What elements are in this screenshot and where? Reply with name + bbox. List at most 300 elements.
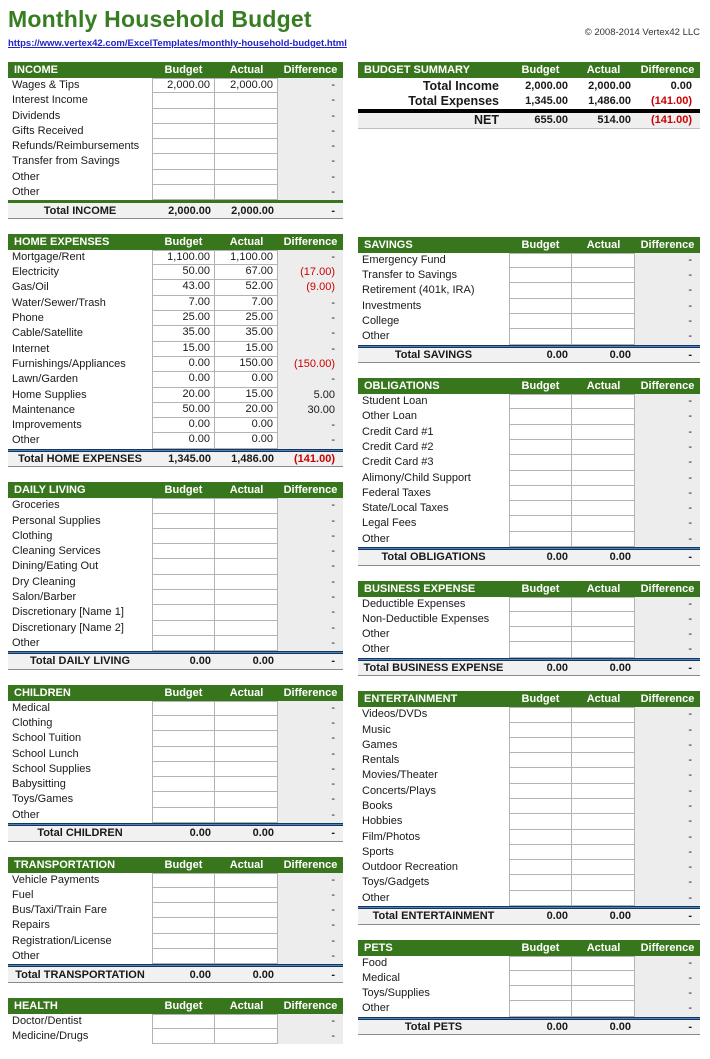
budget-cell[interactable] <box>152 934 215 949</box>
difference-cell: - <box>635 455 700 470</box>
section-header <box>358 691 700 707</box>
difference-column-header: Difference <box>640 582 695 595</box>
actual-cell[interactable] <box>572 799 635 814</box>
actual-cell[interactable] <box>215 731 278 746</box>
net-difference-value: (141.00) <box>651 114 692 127</box>
budget-cell[interactable]: 2,000.00 <box>152 78 215 93</box>
budget-cell[interactable]: 0.00 <box>152 433 215 448</box>
budget-cell[interactable] <box>152 514 215 529</box>
difference-cell: - <box>635 845 700 860</box>
section-income <box>8 62 343 219</box>
actual-cell[interactable] <box>572 516 635 531</box>
difference-cell: - <box>278 605 343 620</box>
row-label: Groceries <box>12 499 60 512</box>
difference-cell: - <box>278 544 343 559</box>
section-business-expense <box>358 581 700 677</box>
budget-cell[interactable] <box>509 253 572 268</box>
budget-cell[interactable]: 1,100.00 <box>152 250 215 265</box>
budget-cell[interactable] <box>152 701 215 716</box>
budget-cell[interactable] <box>152 731 215 746</box>
actual-cell[interactable] <box>572 532 635 547</box>
actual-cell[interactable] <box>215 934 278 949</box>
actual-cell[interactable] <box>572 830 635 845</box>
difference-cell: - <box>278 296 343 311</box>
actual-cell[interactable] <box>215 605 278 620</box>
budget-cell[interactable] <box>152 93 215 108</box>
actual-cell[interactable]: 1,100.00 <box>215 250 278 265</box>
actual-cell[interactable] <box>572 612 635 627</box>
budget-column-header: Budget <box>521 941 560 954</box>
actual-cell[interactable] <box>215 1029 278 1044</box>
budget-cell[interactable] <box>509 768 572 783</box>
budget-cell[interactable] <box>152 559 215 574</box>
actual-column-header: Actual <box>229 999 264 1012</box>
budget-cell[interactable] <box>509 612 572 627</box>
total-actual-value: 0.00 <box>252 968 274 981</box>
section-title: BUSINESS EXPENSE <box>364 582 476 595</box>
difference-cell: 5.00 <box>278 388 343 403</box>
actual-cell[interactable] <box>215 918 278 933</box>
actual-cell[interactable]: 52.00 <box>215 280 278 295</box>
budget-cell[interactable] <box>152 154 215 169</box>
difference-cell: - <box>278 326 343 341</box>
total-budget-value: 0.00 <box>546 348 568 361</box>
actual-cell[interactable] <box>215 154 278 169</box>
table-row <box>8 311 343 326</box>
actual-cell[interactable] <box>572 597 635 612</box>
table-row <box>358 738 700 753</box>
total-label: Total CHILDREN <box>37 827 123 840</box>
actual-cell[interactable] <box>572 425 635 440</box>
budget-cell[interactable] <box>509 329 572 344</box>
table-row <box>358 597 700 612</box>
difference-cell: - <box>635 314 700 329</box>
budget-cell[interactable] <box>152 716 215 731</box>
actual-cell[interactable] <box>215 701 278 716</box>
actual-cell[interactable] <box>572 314 635 329</box>
budget-cell[interactable] <box>509 642 572 657</box>
row-label: Investments <box>362 299 422 312</box>
budget-cell[interactable] <box>509 532 572 547</box>
actual-cell[interactable] <box>572 753 635 768</box>
budget-cell[interactable] <box>509 971 572 986</box>
row-label: Refunds/Reimbursements <box>12 140 140 153</box>
budget-cell[interactable] <box>152 636 215 651</box>
section-transportation <box>8 857 343 983</box>
difference-cell: - <box>635 986 700 1001</box>
actual-cell[interactable] <box>572 814 635 829</box>
budget-cell[interactable] <box>509 784 572 799</box>
budget-cell[interactable]: 35.00 <box>152 326 215 341</box>
budget-cell[interactable] <box>509 597 572 612</box>
actual-cell[interactable] <box>215 777 278 792</box>
actual-cell[interactable] <box>215 544 278 559</box>
difference-column-header: Difference <box>640 380 695 393</box>
budget-cell[interactable] <box>509 268 572 283</box>
difference-column-header: Difference <box>283 64 338 76</box>
budget-cell[interactable] <box>509 799 572 814</box>
section-title: PETS <box>364 941 393 954</box>
actual-cell[interactable] <box>215 559 278 574</box>
difference-cell: - <box>635 707 700 722</box>
total-budget-value: 0.00 <box>546 551 568 564</box>
actual-column-header: Actual <box>586 64 621 76</box>
budget-cell[interactable] <box>152 918 215 933</box>
actual-column-header: Actual <box>586 380 621 393</box>
section-total-row <box>8 203 343 219</box>
table-row <box>358 409 700 424</box>
row-label: Other <box>12 170 40 183</box>
actual-cell[interactable] <box>572 627 635 642</box>
budget-cell[interactable] <box>509 860 572 875</box>
budget-cell[interactable] <box>152 575 215 590</box>
table-row <box>8 357 343 372</box>
actual-cell[interactable] <box>215 139 278 154</box>
budget-cell[interactable] <box>509 440 572 455</box>
difference-cell: - <box>278 575 343 590</box>
table-row <box>8 124 343 139</box>
table-row <box>358 425 700 440</box>
actual-cell[interactable] <box>572 956 635 971</box>
budget-cell[interactable] <box>152 792 215 807</box>
summary-net-row <box>358 113 700 129</box>
table-row <box>8 433 343 448</box>
section-obligations <box>358 378 700 565</box>
difference-cell: - <box>278 590 343 605</box>
table-row <box>8 1029 343 1044</box>
actual-cell[interactable] <box>572 299 635 314</box>
budget-cell[interactable] <box>152 903 215 918</box>
actual-cell[interactable] <box>572 784 635 799</box>
total-label: Total ENTERTAINMENT <box>372 910 495 923</box>
budget-cell[interactable] <box>152 1029 215 1044</box>
table-row <box>8 93 343 108</box>
budget-cell[interactable] <box>152 544 215 559</box>
actual-cell[interactable] <box>572 471 635 486</box>
table-row <box>8 590 343 605</box>
row-label: Emergency Fund <box>362 253 446 266</box>
actual-cell[interactable]: 0.00 <box>215 372 278 387</box>
budget-cell[interactable] <box>509 723 572 738</box>
budget-cell[interactable]: 25.00 <box>152 311 215 326</box>
budget-cell[interactable] <box>152 777 215 792</box>
actual-cell[interactable] <box>572 394 635 409</box>
budget-cell[interactable] <box>509 986 572 1001</box>
difference-cell: - <box>278 372 343 387</box>
budget-cell[interactable]: 0.00 <box>152 357 215 372</box>
difference-cell: - <box>635 753 700 768</box>
actual-cell[interactable] <box>215 498 278 513</box>
actual-cell[interactable] <box>215 762 278 777</box>
actual-cell[interactable] <box>215 747 278 762</box>
difference-cell: - <box>278 559 343 574</box>
difference-cell: - <box>278 918 343 933</box>
budget-cell[interactable] <box>509 1001 572 1016</box>
actual-cell[interactable]: 20.00 <box>215 403 278 418</box>
table-row <box>358 814 700 829</box>
row-label: Other <box>12 808 40 821</box>
row-label: Electricity <box>12 266 60 279</box>
actual-column-header: Actual <box>229 64 264 76</box>
row-label: Other <box>362 643 390 656</box>
budget-cell[interactable] <box>152 170 215 185</box>
budget-cell[interactable] <box>509 394 572 409</box>
table-row <box>358 253 700 268</box>
table-row <box>358 299 700 314</box>
row-label: Other <box>362 330 390 343</box>
actual-cell[interactable] <box>215 185 278 200</box>
row-label: Film/Photos <box>362 830 421 843</box>
row-label: Cable/Satellite <box>12 327 83 340</box>
row-label: Books <box>362 800 393 812</box>
difference-cell: - <box>635 268 700 283</box>
budget-cell[interactable]: 0.00 <box>152 372 215 387</box>
actual-cell[interactable] <box>215 621 278 636</box>
actual-cell[interactable]: 67.00 <box>215 265 278 280</box>
page-title: Monthly Household Budget <box>8 6 312 32</box>
budget-cell[interactable] <box>509 627 572 642</box>
actual-cell[interactable] <box>572 283 635 298</box>
actual-cell[interactable] <box>215 949 278 964</box>
total-label: Total TRANSPORTATION <box>15 968 145 981</box>
actual-cell[interactable] <box>572 860 635 875</box>
actual-cell[interactable] <box>215 1014 278 1029</box>
actual-cell[interactable]: 0.00 <box>215 418 278 433</box>
actual-cell[interactable]: 25.00 <box>215 311 278 326</box>
section-pets <box>358 940 700 1036</box>
difference-cell: - <box>278 716 343 731</box>
budget-cell[interactable] <box>152 621 215 636</box>
actual-cell[interactable] <box>215 808 278 823</box>
budget-cell[interactable] <box>509 455 572 470</box>
budget-cell[interactable]: 15.00 <box>152 342 215 357</box>
actual-cell[interactable]: 15.00 <box>215 342 278 357</box>
difference-cell: - <box>635 516 700 531</box>
actual-cell[interactable] <box>572 891 635 906</box>
actual-cell[interactable] <box>215 590 278 605</box>
actual-cell[interactable] <box>572 642 635 657</box>
table-row <box>8 792 343 807</box>
difference-cell: - <box>278 777 343 792</box>
table-row <box>358 314 700 329</box>
section-header <box>8 685 343 701</box>
budget-cell[interactable] <box>509 409 572 424</box>
budget-cell[interactable]: 50.00 <box>152 265 215 280</box>
table-row <box>8 934 343 949</box>
budget-cell[interactable] <box>509 753 572 768</box>
budget-cell[interactable] <box>509 845 572 860</box>
section-header <box>358 378 700 394</box>
budget-cell[interactable] <box>152 109 215 124</box>
row-label: Discretionary [Name 2] <box>12 621 124 634</box>
budget-column-header: Budget <box>521 238 560 251</box>
section-title: DAILY LIVING <box>14 484 86 497</box>
difference-cell: - <box>635 501 700 516</box>
budget-cell[interactable] <box>152 747 215 762</box>
budget-cell[interactable]: 43.00 <box>152 280 215 295</box>
budget-cell[interactable] <box>509 891 572 906</box>
budget-cell[interactable] <box>509 516 572 531</box>
actual-cell[interactable] <box>215 93 278 108</box>
section-total-row <box>8 654 343 670</box>
budget-cell[interactable] <box>152 605 215 620</box>
budget-column-header: Budget <box>164 858 203 871</box>
table-row <box>8 403 343 418</box>
actual-cell[interactable]: 0.00 <box>215 433 278 448</box>
table-row <box>358 891 700 906</box>
actual-cell[interactable] <box>572 875 635 890</box>
row-label: Transfer from Savings <box>12 155 120 168</box>
row-label: Lawn/Garden <box>12 373 79 386</box>
difference-cell: - <box>635 642 700 657</box>
difference-cell: - <box>278 250 343 265</box>
total-difference-value: - <box>688 1021 692 1034</box>
actual-cell[interactable] <box>215 888 278 903</box>
row-label: Non-Deductible Expenses <box>362 612 490 625</box>
budget-cell[interactable] <box>509 707 572 722</box>
actual-cell[interactable] <box>215 716 278 731</box>
budget-cell[interactable] <box>509 425 572 440</box>
section-title: SAVINGS <box>364 238 413 251</box>
actual-cell[interactable] <box>572 501 635 516</box>
row-label: Concerts/Plays <box>362 784 436 797</box>
difference-cell: - <box>278 498 343 513</box>
difference-cell: - <box>278 514 343 529</box>
table-row <box>8 949 343 964</box>
actual-cell[interactable] <box>215 109 278 124</box>
budget-cell[interactable] <box>152 762 215 777</box>
table-row <box>8 918 343 933</box>
section-header <box>358 940 700 956</box>
actual-cell[interactable] <box>572 768 635 783</box>
actual-cell[interactable] <box>572 845 635 860</box>
actual-cell[interactable] <box>215 124 278 139</box>
table-row <box>8 605 343 620</box>
budget-cell[interactable] <box>152 1014 215 1029</box>
actual-cell[interactable]: 15.00 <box>215 388 278 403</box>
actual-cell[interactable] <box>215 636 278 651</box>
section-entertainment <box>358 691 700 924</box>
table-row <box>358 845 700 860</box>
budget-cell[interactable] <box>152 185 215 200</box>
actual-cell[interactable] <box>215 792 278 807</box>
row-label: Credit Card #1 <box>362 425 434 438</box>
row-label: Movies/Theater <box>362 769 438 782</box>
difference-column-header: Difference <box>283 858 338 871</box>
row-label: Videos/DVDs <box>362 708 428 721</box>
actual-cell[interactable] <box>572 986 635 1001</box>
row-label: Other <box>362 532 390 545</box>
actual-cell[interactable] <box>572 253 635 268</box>
budget-cell[interactable] <box>509 299 572 314</box>
budget-cell[interactable] <box>509 501 572 516</box>
row-label: Transfer to Savings <box>362 269 457 282</box>
budget-cell[interactable]: 50.00 <box>152 403 215 418</box>
actual-cell[interactable] <box>572 329 635 344</box>
budget-cell[interactable] <box>152 590 215 605</box>
actual-cell[interactable]: 35.00 <box>215 326 278 341</box>
summary-row-total-income <box>358 78 700 94</box>
budget-cell[interactable] <box>509 814 572 829</box>
budget-cell[interactable] <box>152 949 215 964</box>
budget-cell[interactable] <box>509 283 572 298</box>
budget-cell[interactable] <box>152 498 215 513</box>
actual-cell[interactable] <box>215 575 278 590</box>
actual-cell[interactable] <box>572 738 635 753</box>
actual-cell[interactable] <box>215 903 278 918</box>
actual-cell[interactable] <box>572 486 635 501</box>
difference-cell: 30.00 <box>278 403 343 418</box>
budget-cell[interactable] <box>509 738 572 753</box>
budget-cell[interactable]: 0.00 <box>152 418 215 433</box>
budget-cell[interactable]: 7.00 <box>152 296 215 311</box>
budget-cell[interactable] <box>152 139 215 154</box>
budget-cell[interactable] <box>152 124 215 139</box>
budget-cell[interactable] <box>509 471 572 486</box>
actual-cell[interactable]: 2,000.00 <box>215 78 278 93</box>
actual-cell[interactable] <box>215 514 278 529</box>
actual-cell[interactable]: 7.00 <box>215 296 278 311</box>
budget-cell[interactable] <box>509 830 572 845</box>
actual-cell[interactable] <box>572 723 635 738</box>
table-row <box>358 707 700 722</box>
difference-cell: - <box>635 799 700 814</box>
budget-cell[interactable] <box>152 808 215 823</box>
row-label: Music <box>362 723 391 736</box>
actual-cell[interactable] <box>572 1001 635 1016</box>
budget-cell[interactable] <box>509 314 572 329</box>
section-total-row <box>358 909 700 925</box>
total-actual-value: 0.00 <box>609 348 631 361</box>
net-actual-value: 514.00 <box>597 114 631 127</box>
row-label: Fuel <box>12 888 34 901</box>
budget-cell[interactable] <box>509 956 572 971</box>
actual-cell[interactable] <box>572 409 635 424</box>
net-budget-value: 655.00 <box>534 114 568 127</box>
actual-cell[interactable] <box>215 170 278 185</box>
actual-cell[interactable] <box>572 707 635 722</box>
table-row <box>8 529 343 544</box>
budget-cell[interactable] <box>509 486 572 501</box>
section-title: HEALTH <box>14 999 58 1012</box>
total-difference-value: - <box>331 655 335 668</box>
actual-cell[interactable] <box>572 440 635 455</box>
template-link[interactable]: https://www.vertex42.com/ExcelTemplates/monthly-household-budget.html <box>8 38 347 49</box>
row-label: Dining/Eating Out <box>12 560 99 573</box>
actual-cell[interactable]: 150.00 <box>215 357 278 372</box>
row-label: Dry Cleaning <box>12 575 76 588</box>
table-row <box>8 109 343 124</box>
actual-cell[interactable] <box>215 529 278 544</box>
difference-column-header: Difference <box>640 64 695 76</box>
budget-cell[interactable] <box>152 529 215 544</box>
table-row <box>358 516 700 531</box>
budget-cell[interactable] <box>509 875 572 890</box>
difference-cell: - <box>635 597 700 612</box>
table-row <box>8 636 343 651</box>
row-label: Maintenance <box>12 403 75 416</box>
budget-cell[interactable] <box>152 873 215 888</box>
total-difference-value: - <box>331 827 335 840</box>
difference-cell: - <box>278 78 343 93</box>
actual-cell[interactable] <box>572 455 635 470</box>
actual-cell[interactable] <box>572 971 635 986</box>
budget-cell[interactable] <box>152 888 215 903</box>
actual-cell[interactable] <box>215 873 278 888</box>
budget-cell[interactable]: 20.00 <box>152 388 215 403</box>
row-label: Home Supplies <box>12 388 87 401</box>
actual-cell[interactable] <box>572 268 635 283</box>
